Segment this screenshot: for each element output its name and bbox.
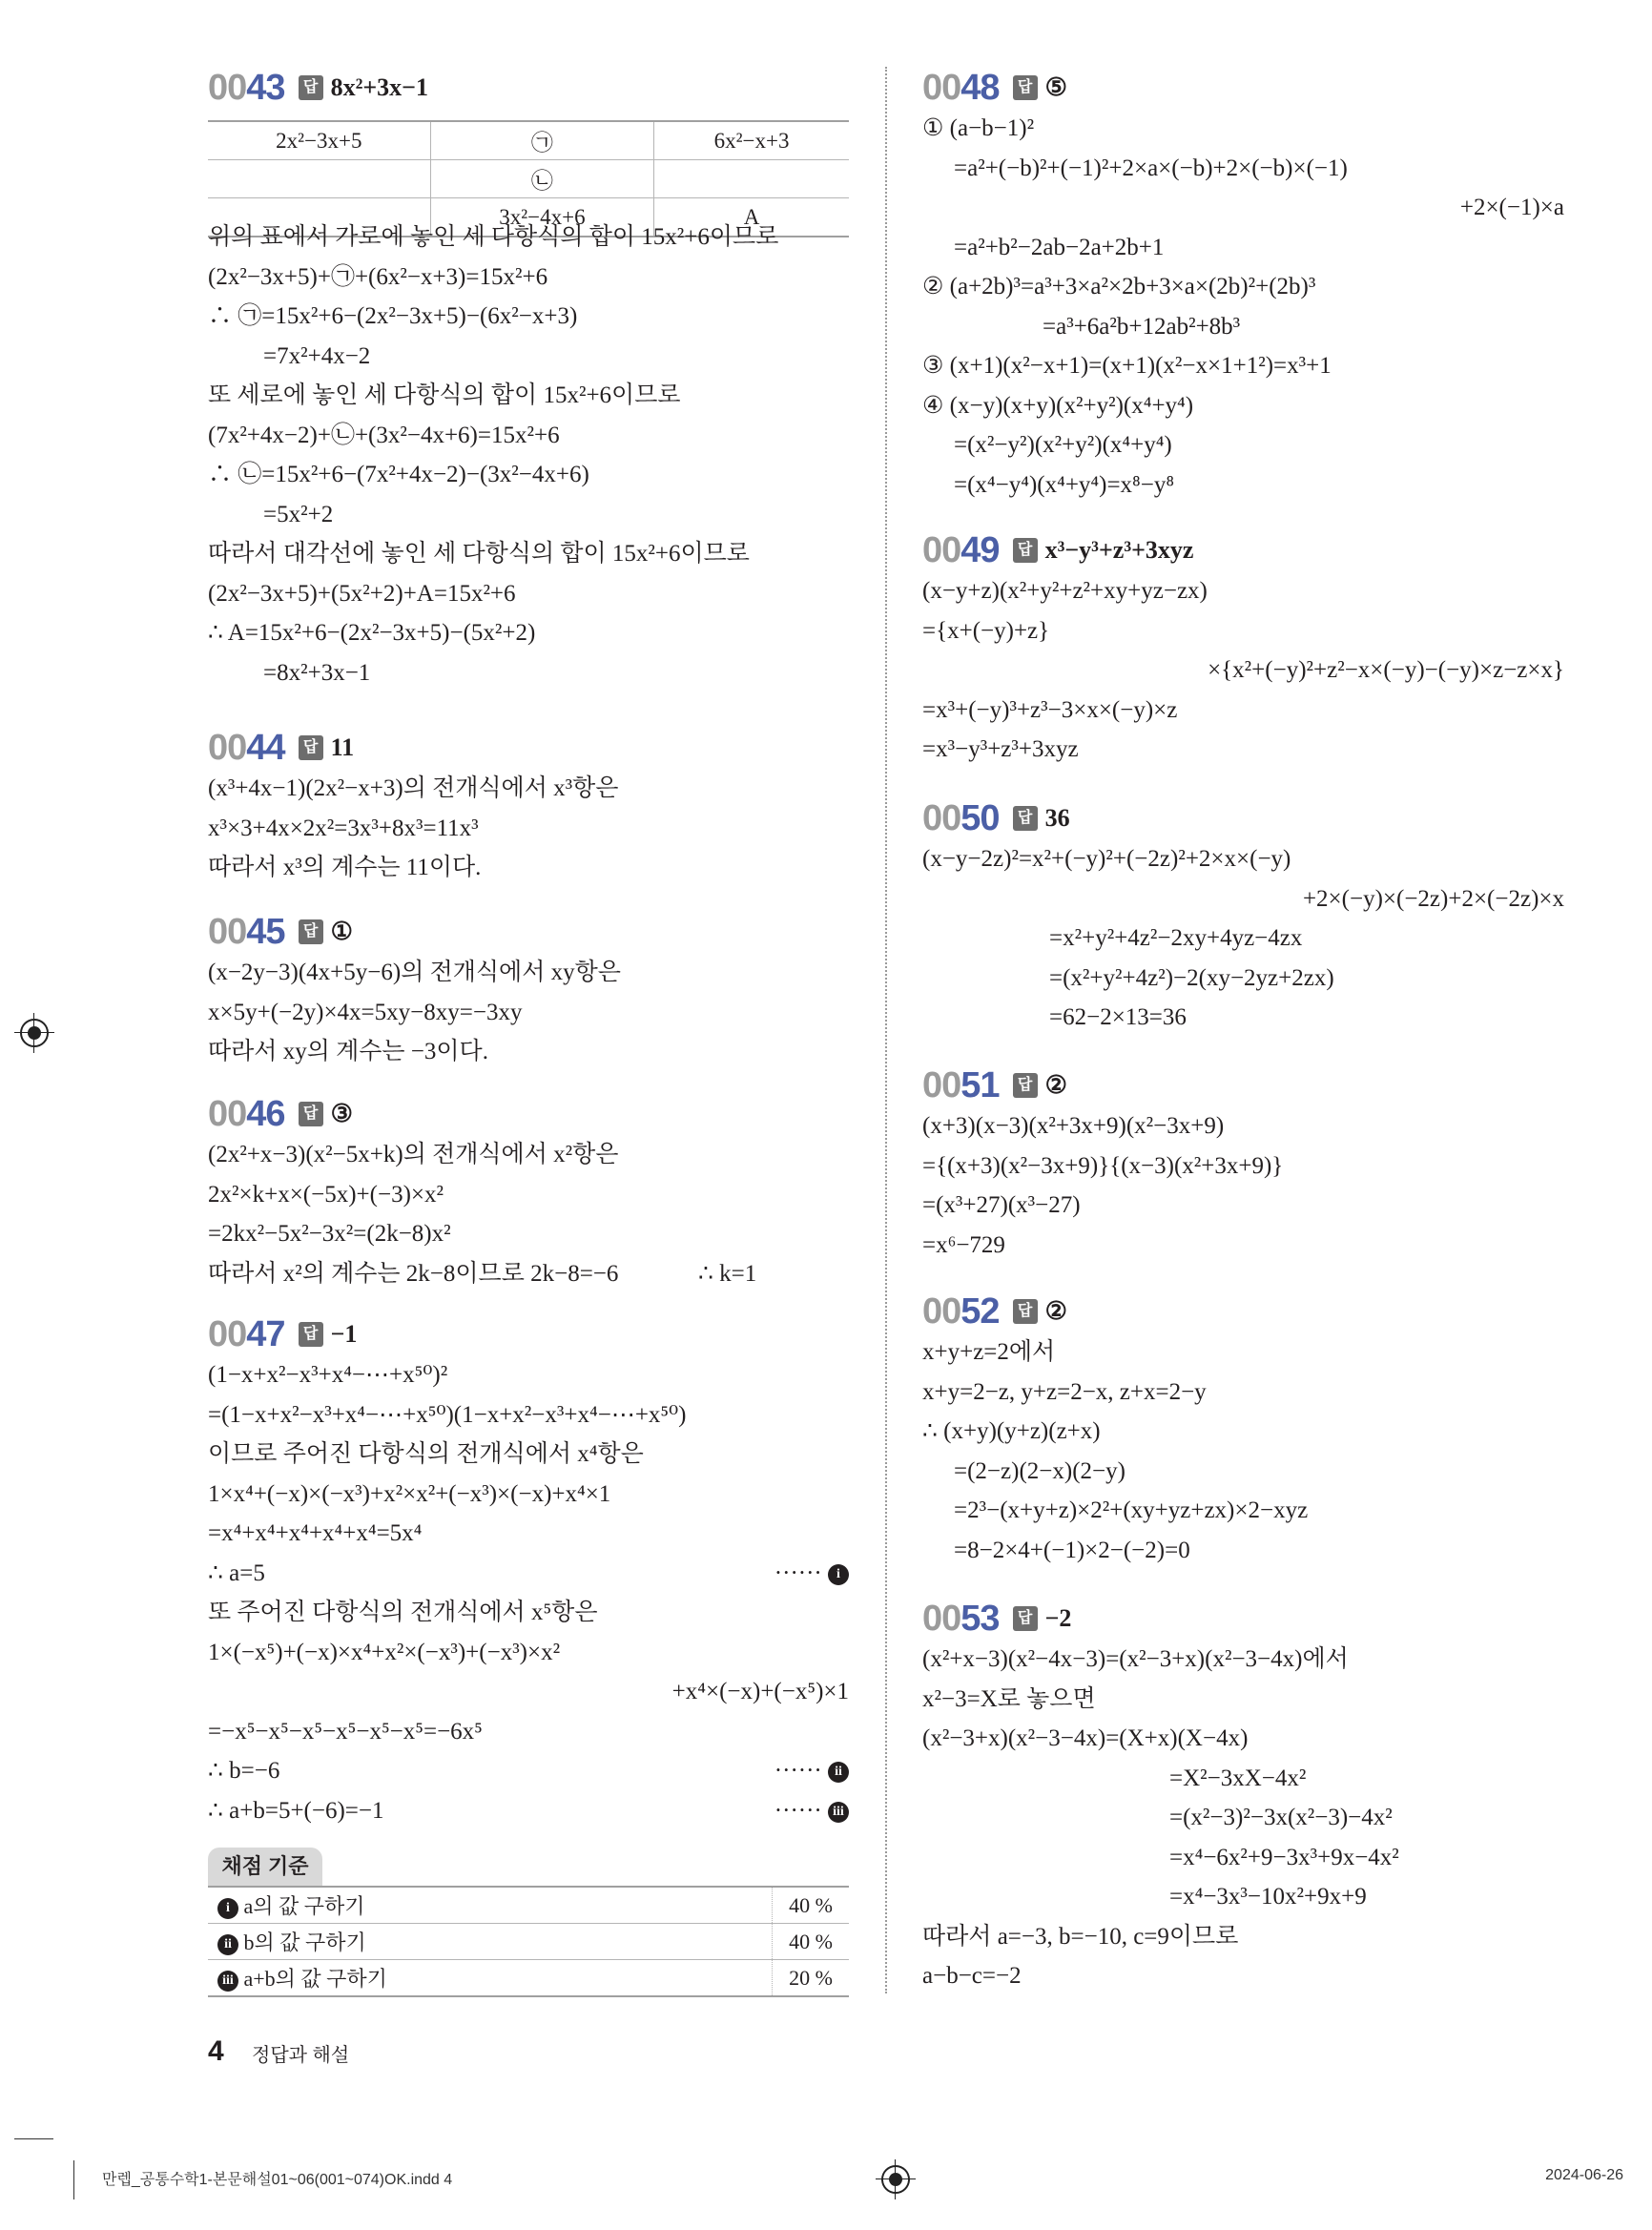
answer-badge: 답 <box>299 735 323 760</box>
line-text: (x+3)(x−3)(x²+3x+9)(x²−3x+9) <box>922 1113 1225 1139</box>
line-text: =(x²−3)²−3x(x²−3)−4x² <box>1169 1805 1393 1830</box>
line-text: 이므로 주어진 다항식의 전개식에서 x⁴항은 <box>208 1441 644 1467</box>
line-text: 위의 표에서 가로에 놓인 세 다항식의 합이 15x²+6이므로 <box>208 224 779 250</box>
problem-number: 0044 <box>208 728 285 768</box>
problem-header <box>208 1093 849 1135</box>
answer-value: −1 <box>330 1320 358 1348</box>
problem-header <box>208 727 849 769</box>
problem-0053 <box>922 1599 1564 1996</box>
table-cell: A <box>654 198 849 237</box>
line-text: (x−y−2z)²=x²+(−y)²+(−2z)²+2×x×(−y) <box>922 846 1291 872</box>
solution-body <box>208 1355 849 1830</box>
slug-filename: 만렙_공통수학1-본문해설01~06(001~074)OK.indd 4 <box>102 2172 453 2188</box>
answer-badge: 답 <box>299 75 323 100</box>
line-text: a−b−c=−2 <box>922 1963 1022 1989</box>
table-row <box>208 121 849 160</box>
answer-value: ① <box>330 918 353 945</box>
solution-line <box>208 1672 849 1712</box>
line-text: (x−y+z)(x²+y²+z²+xy+yz−zx) <box>922 578 1208 604</box>
criterion-percent: 20 % <box>773 1960 850 1997</box>
answer-badge: 답 <box>1013 1073 1038 1098</box>
line-text: ∴ ㉠=15x²+6−(2x²−3x+5)−(6x²−x+3) <box>208 303 578 329</box>
line-text: =a²+(−b)²+(−1)²+2×a×(−b)+2×(−b)×(−1) <box>954 155 1348 181</box>
solution-line <box>922 1332 1564 1373</box>
table-cell <box>654 160 849 198</box>
solution-line <box>208 1633 849 1673</box>
answer-value: 36 <box>1044 804 1070 832</box>
line-text: =x⁶−729 <box>922 1231 1005 1258</box>
line-text: +2×(−1)×a <box>1459 195 1564 220</box>
table-cell: ㉡ <box>430 160 653 198</box>
table-row <box>208 160 849 198</box>
solution-line <box>922 386 1564 426</box>
problem-0043 <box>208 68 849 692</box>
solution-line <box>208 1751 849 1791</box>
line-text: ×{x²+(−y)²+z²−x×(−y)−(−y)×z−z×x} <box>1208 657 1564 683</box>
solution-body <box>208 217 849 692</box>
solution-line <box>208 297 849 337</box>
line-text: x²−3=X로 놓으면 <box>922 1685 1096 1712</box>
line-text: 2x²×k+x×(−5x)+(−3)×x² <box>208 1181 444 1208</box>
solution-line <box>922 228 1564 268</box>
criterion-percent: 40 % <box>773 1887 850 1924</box>
solution-line <box>922 1146 1564 1187</box>
solution-line <box>922 691 1564 731</box>
solution-line <box>208 455 849 495</box>
solution-line <box>208 1175 849 1215</box>
solution-line <box>208 258 849 298</box>
line-text: x×5y+(−2y)×4x=5xy−8xy=−3xy <box>208 999 523 1025</box>
problem-header <box>208 67 849 109</box>
line-text: +2×(−y)×(−2z)+2×(−2z)×x <box>1302 885 1564 912</box>
line-text: =(x⁴−y⁴)(x⁴+y⁴)=x⁸−y⁸ <box>954 471 1175 498</box>
solution-line <box>208 337 849 377</box>
answer-value: ② <box>1044 1297 1067 1325</box>
solution-line <box>208 1593 849 1633</box>
line-text: =2³−(x+y+z)×2²+(xy+yz+zx)×2−xyz <box>954 1497 1309 1523</box>
solution-line <box>922 998 1564 1038</box>
line-text: =7x²+4x−2 <box>263 342 371 369</box>
problem-number: 0046 <box>208 1094 285 1134</box>
solution-line <box>208 1475 849 1515</box>
solution-body <box>922 1640 1564 1996</box>
problem-number: 0053 <box>922 1599 1000 1639</box>
crop-mark <box>73 2160 74 2199</box>
line-text: =2kx²−5x²−3x²=(2k−8)x² <box>208 1221 451 1247</box>
solution-body <box>208 953 849 1072</box>
line-text: =a²+b²−2ab−2a+2b+1 <box>954 234 1165 260</box>
line-text: =x²+y²+4z²−2xy+4yz−4zx <box>1049 925 1303 951</box>
registration-mark-icon <box>20 1019 49 1047</box>
line-text: (x²+x−3)(x²−4x−3)=(x²−3+x)(x²−3−4x)에서 <box>922 1646 1349 1672</box>
problem-number: 0048 <box>922 68 1000 108</box>
line-text: ={(x+3)(x²−3x+9)}{(x−3)(x²+3x+9)} <box>922 1152 1284 1179</box>
line-text: ① (a−b−1)² <box>922 115 1035 141</box>
criterion-text: a의 값 구하기 <box>243 1894 365 1918</box>
dots: ······ <box>774 1797 822 1824</box>
solution-line <box>208 1395 849 1435</box>
grading-criteria-title: 채점 기준 <box>208 1848 322 1886</box>
line-text: ∴ A=15x²+6−(2x²−3x+5)−(5x²+2) <box>208 620 536 646</box>
line-text: ∴ b=−6 <box>208 1758 280 1784</box>
criterion-text: b의 값 구하기 <box>243 1931 366 1954</box>
answer-badge: 답 <box>1013 806 1038 831</box>
line-text: =x⁴+x⁴+x⁴+x⁴+x⁴=5x⁴ <box>208 1520 423 1546</box>
dots: ······ <box>774 1758 822 1784</box>
solution-body <box>922 1106 1564 1265</box>
solution-line <box>208 613 849 653</box>
solution-line <box>922 307 1564 347</box>
line-text: ∴ a+b=5+(−6)=−1 <box>208 1797 384 1824</box>
step-marker: ii <box>217 1934 238 1955</box>
answer-badge: 답 <box>1013 1606 1038 1631</box>
line-text: x+y+z=2에서 <box>922 1339 1056 1365</box>
solution-line <box>922 149 1564 189</box>
problem-number: 0052 <box>922 1291 1000 1332</box>
registration-mark-icon <box>881 2165 910 2194</box>
answer-badge: 답 <box>299 1322 323 1347</box>
conclusion: ∴ k=1 <box>698 1260 757 1287</box>
line-text: =8x²+3x−1 <box>263 659 371 686</box>
grading-row <box>208 1924 849 1960</box>
solution-line <box>922 839 1564 879</box>
step-marker: iii <box>217 1971 238 1992</box>
page-number: 4 <box>208 2035 224 2067</box>
solution-line <box>922 188 1564 228</box>
line-text: 1×x⁴+(−x)×(−x³)+x²×x²+(−x³)×(−x)+x⁴×1 <box>208 1480 611 1507</box>
solution-line <box>208 953 849 993</box>
solution-line <box>922 1838 1564 1878</box>
solution-line <box>922 1798 1564 1838</box>
problem-number: 0047 <box>208 1314 285 1354</box>
table-cell: 2x²−3x+5 <box>208 121 430 160</box>
solution-line <box>208 217 849 258</box>
step-marker-group <box>774 1554 849 1594</box>
solution-line <box>208 1254 849 1294</box>
answer-value: ③ <box>330 1100 353 1127</box>
answer-value: ⑤ <box>1044 73 1067 101</box>
grading-criteria-table <box>208 1886 849 1997</box>
solution-line <box>922 425 1564 465</box>
line-text: 따라서 xy의 계수는 −3이다. <box>208 1039 488 1064</box>
line-text: (x²−3+x)(x²−3−4x)=(X+x)(X−4x) <box>922 1725 1249 1751</box>
solution-line <box>922 1373 1564 1413</box>
answer-badge: 답 <box>1013 75 1038 100</box>
answer-badge: 답 <box>299 1102 323 1126</box>
problem-header <box>922 529 1564 571</box>
line-text: ={x+(−y)+z} <box>922 617 1050 644</box>
solution-line <box>208 1554 849 1594</box>
problem-header <box>922 1291 1564 1332</box>
line-text: =x⁴−3x³−10x²+9x+9 <box>1169 1884 1367 1910</box>
solution-line <box>922 1680 1564 1720</box>
answer-value: x³−y³+z³+3xyz <box>1044 536 1194 564</box>
line-text: (1−x+x²−x³+x⁴−⋯+x⁵⁰)² <box>208 1362 448 1388</box>
table-cell: ㉠ <box>430 121 653 160</box>
solution-line <box>922 571 1564 611</box>
solution-line <box>208 1712 849 1752</box>
line-text: =X²−3xX−4x² <box>1169 1765 1307 1791</box>
solution-line <box>922 1719 1564 1759</box>
problem-0046 <box>208 1094 849 1293</box>
solution-line <box>922 1640 1564 1680</box>
solution-body <box>922 109 1564 505</box>
solution-line <box>922 465 1564 506</box>
step-marker: ii <box>828 1762 849 1783</box>
line-text: ③ (x+1)(x²−x+1)=(x+1)(x²−x×1+1²)=x³+1 <box>922 353 1332 379</box>
line-text: =5x²+2 <box>263 501 334 527</box>
line-text: (2x²+x−3)(x²−5x+k)의 전개식에서 x²항은 <box>208 1142 619 1167</box>
solution-line <box>922 109 1564 149</box>
problem-0049 <box>922 530 1564 770</box>
solution-line <box>208 376 849 416</box>
grading-row <box>208 1887 849 1924</box>
line-text: +x⁴×(−x)+(−x⁵)×1 <box>671 1679 849 1704</box>
answer-badge: 답 <box>1013 1299 1038 1324</box>
line-text: x+y=2−z, y+z=2−x, z+x=2−y <box>922 1378 1207 1405</box>
line-text: 따라서 x³의 계수는 11이다. <box>208 855 482 880</box>
problem-0052 <box>922 1291 1564 1570</box>
solution-line <box>208 1355 849 1395</box>
line-text: =(1−x+x²−x³+x⁴−⋯+x⁵⁰)(1−x+x²−x³+x⁴−⋯+x⁵⁰) <box>208 1401 687 1428</box>
solution-line <box>208 809 849 849</box>
crop-mark <box>14 2138 53 2139</box>
solution-line <box>922 1956 1564 1996</box>
right-column <box>922 0 1564 2003</box>
line-text: =−x⁵−x⁵−x⁵−x⁵−x⁵−x⁵=−6x⁵ <box>208 1718 483 1745</box>
line-text: (x−2y−3)(4x+5y−6)의 전개식에서 xy항은 <box>208 960 621 985</box>
left-column <box>208 0 849 2003</box>
step-marker-group <box>774 1751 849 1791</box>
line-text: =(x³+27)(x³−27) <box>922 1192 1081 1218</box>
answer-value: 11 <box>330 733 355 761</box>
solution-line <box>922 611 1564 651</box>
solution-line <box>922 650 1564 691</box>
problem-number: 0043 <box>208 68 285 108</box>
slug-date: 2024-06-26 <box>1545 2167 1623 2183</box>
line-text: 따라서 대각선에 놓인 세 다항식의 합이 15x²+6이므로 <box>208 541 750 567</box>
column-divider <box>885 67 887 1993</box>
solution-line <box>208 416 849 456</box>
solution-line <box>922 346 1564 386</box>
line-text: =(2−z)(2−x)(2−y) <box>954 1457 1125 1484</box>
problem-header <box>208 911 849 953</box>
line-text: 또 주어진 다항식의 전개식에서 x⁵항은 <box>208 1600 598 1625</box>
solution-line <box>208 993 849 1033</box>
problem-number: 0051 <box>922 1065 1000 1105</box>
dots: ······ <box>774 1559 822 1586</box>
problem-0047 <box>208 1314 849 1830</box>
line-text: ∴ (x+y)(y+z)(z+x) <box>922 1418 1101 1444</box>
problem-number: 0050 <box>922 798 1000 838</box>
step-marker: iii <box>828 1802 849 1823</box>
line-text: =x³−y³+z³+3xyz <box>922 736 1079 762</box>
problem-0048 <box>922 68 1564 505</box>
solution-line <box>922 1491 1564 1531</box>
line-text: =8−2×4+(−1)×2−(−2)=0 <box>954 1537 1190 1563</box>
table-cell: 6x²−x+3 <box>654 121 849 160</box>
solution-line <box>208 1514 849 1554</box>
problem-header <box>922 67 1564 109</box>
problem-number: 0045 <box>208 912 285 952</box>
solution-body <box>922 571 1564 770</box>
answer-value: −2 <box>1044 1604 1072 1632</box>
line-text: (2x²−3x+5)+(5x²+2)+A=15x²+6 <box>208 580 516 607</box>
criterion-text: a+b의 값 구하기 <box>243 1967 387 1991</box>
solution-line <box>922 1759 1564 1799</box>
line-text: =x⁴−6x²+9−3x³+9x−4x² <box>1169 1844 1399 1870</box>
problem-header <box>208 1313 849 1355</box>
solution-line <box>922 919 1564 959</box>
solution-line <box>922 1226 1564 1266</box>
step-marker: i <box>217 1898 238 1919</box>
line-text: (2x²−3x+5)+㉠+(6x²−x+3)=15x²+6 <box>208 263 548 290</box>
solution-line <box>208 1435 849 1475</box>
solution-line <box>208 848 849 888</box>
solution-line <box>922 1877 1564 1917</box>
solution-line <box>922 267 1564 307</box>
solution-line <box>922 1106 1564 1146</box>
line-text: ∴ ㉡=15x²+6−(7x²+4x−2)−(3x²−4x+6) <box>208 462 589 487</box>
line-text: 1×(−x⁵)+(−x)×x⁴+x²×(−x³)+(−x³)×x² <box>208 1639 561 1665</box>
line-text: ② (a+2b)³=a³+3×a²×2b+3×a×(2b)²+(2b)³ <box>922 274 1316 299</box>
line-text: =(x²+y²+4z²)−2(xy−2yz+2zx) <box>1049 964 1334 991</box>
answer-value: 8x²+3x−1 <box>330 73 428 101</box>
answer-badge: 답 <box>299 919 323 944</box>
problem-header <box>922 797 1564 839</box>
solution-line <box>922 1412 1564 1452</box>
answer-value: ② <box>1044 1071 1067 1099</box>
line-text: =x³+(−y)³+z³−3×x×(−y)×z <box>922 696 1178 723</box>
solution-line <box>208 1135 849 1175</box>
solution-line <box>208 1791 849 1831</box>
line-text: 또 세로에 놓인 세 다항식의 합이 15x²+6이므로 <box>208 382 681 408</box>
line-text: =62−2×13=36 <box>1049 1004 1187 1030</box>
problem-0044 <box>208 728 849 888</box>
solution-line <box>922 1917 1564 1957</box>
step-marker: i <box>828 1564 849 1585</box>
solution-line <box>922 879 1564 919</box>
solution-line <box>208 495 849 535</box>
line-text: x³×3+4x×2x²=3x³+8x³=11x³ <box>208 815 479 841</box>
problem-0051 <box>922 1065 1564 1265</box>
solution-line <box>922 959 1564 999</box>
line-text: (x³+4x−1)(2x²−x+3)의 전개식에서 x³항은 <box>208 775 619 801</box>
grading-row <box>208 1960 849 1997</box>
solution-line <box>208 534 849 574</box>
table-cell <box>208 160 430 198</box>
line-text: ④ (x−y)(x+y)(x²+y²)(x⁴+y⁴) <box>922 392 1194 419</box>
solution-body <box>922 1332 1564 1570</box>
criterion-percent: 40 % <box>773 1924 850 1960</box>
problem-0050 <box>922 798 1564 1038</box>
line-text: =a³+6a²b+12ab²+8b³ <box>1043 313 1241 340</box>
step-marker-group <box>774 1791 849 1831</box>
line-text: 따라서 x²의 계수는 2k−8이므로 2k−8=−6 <box>208 1260 619 1287</box>
solution-body <box>208 1135 849 1293</box>
line-text: (7x²+4x−2)+㉡+(3x²−4x+6)=15x²+6 <box>208 422 560 448</box>
solution-line <box>208 574 849 614</box>
problem-header <box>922 1598 1564 1640</box>
solution-line <box>208 769 849 809</box>
solution-line <box>208 1214 849 1254</box>
answer-badge: 답 <box>1013 538 1038 563</box>
table-cell: 3x²−4x+6 <box>430 198 653 237</box>
solution-line <box>922 1452 1564 1492</box>
page-section-label: 정답과 해설 <box>252 2045 350 2066</box>
solution-body <box>208 769 849 888</box>
solution-line <box>922 730 1564 770</box>
solution-line <box>922 1186 1564 1226</box>
solution-line <box>922 1531 1564 1571</box>
problem-number: 0049 <box>922 530 1000 570</box>
solution-body <box>922 839 1564 1038</box>
line-text: ∴ a=5 <box>208 1559 265 1586</box>
solution-line <box>208 1032 849 1072</box>
problem-0045 <box>208 912 849 1072</box>
line-text: =(x²−y²)(x²+y²)(x⁴+y⁴) <box>954 432 1172 458</box>
problem-header <box>922 1064 1564 1106</box>
solution-line <box>208 653 849 693</box>
line-text: 따라서 a=−3, b=−10, c=9이므로 <box>922 1923 1239 1950</box>
